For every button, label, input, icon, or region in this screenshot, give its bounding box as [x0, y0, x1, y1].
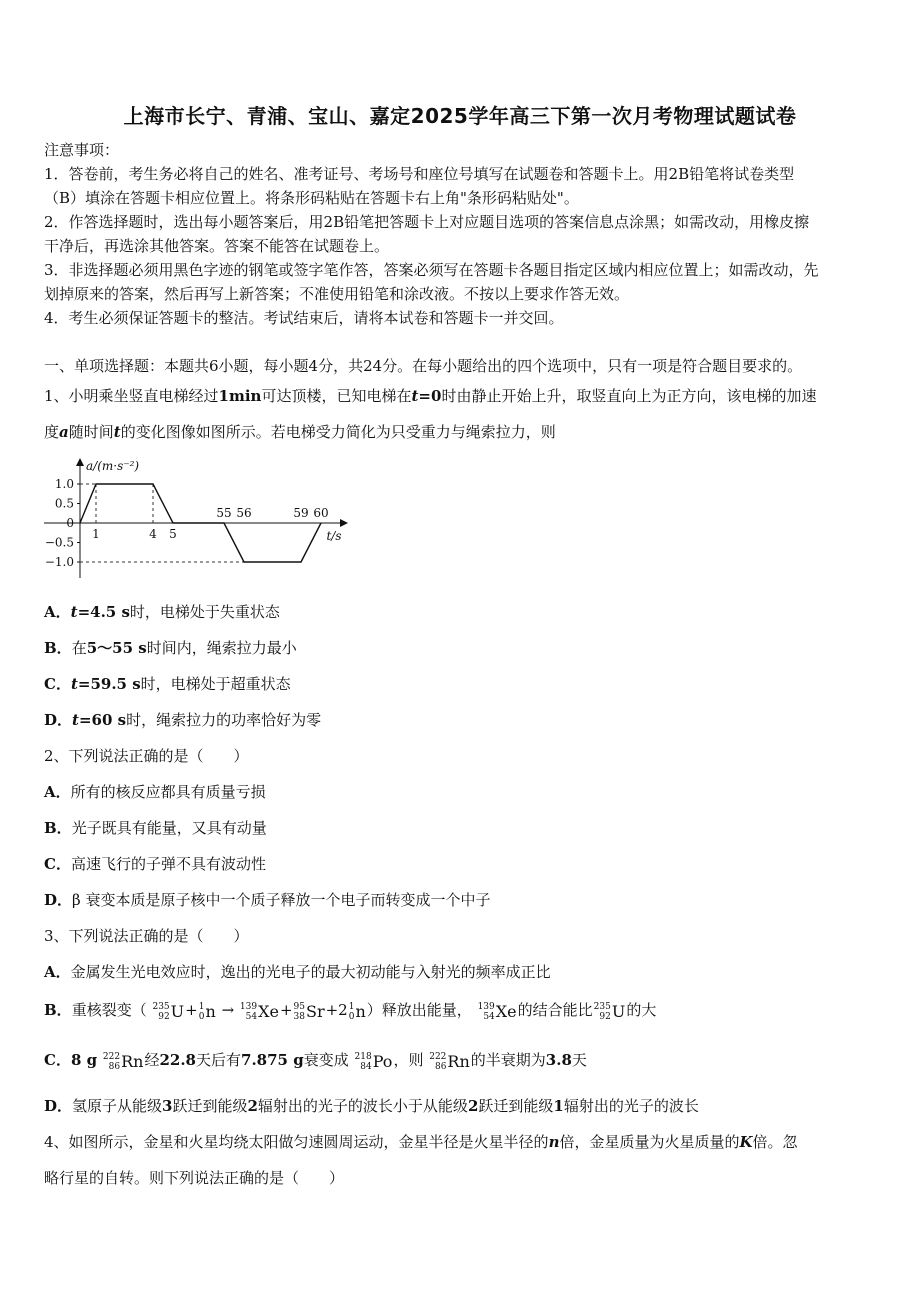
nuclide-xe139: 139 54 Xe: [477, 1001, 517, 1022]
nuclide-u235: 235 92 U: [152, 1001, 185, 1022]
q1-option-c: C．t=59.5 s时，电梯处于超重状态: [44, 675, 291, 693]
acceleration-time-chart: [40, 456, 360, 586]
notice-line: （B）填涂在答题卡相应位置上。将条形码粘贴在答题卡右上角"条形码粘贴处"。: [44, 189, 579, 207]
q3-option-c: C．8 g 222 86 Rn经22.8天后有7.875 g衰变成 218 84 Po，则 222 86 Rn的半衰期为3.8天: [44, 1051, 587, 1072]
q2-option-a: A．所有的核反应都具有质量亏损: [44, 783, 266, 801]
nuclide-sr95: 95 38 Sr: [293, 1001, 325, 1022]
page-title: 上海市长宁、青浦、宝山、嘉定2025学年高三下第一次月考物理试题试卷: [123, 104, 797, 128]
q3-option-b: B．重核裂变（ 235 92 U+ 1 0 n → 139 54 Xe+ 95 38 Sr+2 1 0 n）释放出能量， 139 54 Xe的结合能比 235 92 U的大: [44, 1001, 657, 1022]
y-axis-arrow: [76, 458, 84, 466]
notice-heading: 注意事项：: [44, 141, 120, 159]
nuclide-rn222: 222 86 Rn: [429, 1051, 470, 1072]
nuclide-po218: 218 84 Po: [354, 1051, 393, 1072]
x-tick-label: 4: [149, 527, 157, 541]
x-tick-label: 56: [236, 506, 252, 520]
x-tick-label: 60: [313, 506, 329, 520]
x-tick-label: 1: [92, 527, 100, 541]
y-axis-label: a/(m·s⁻²): [86, 459, 140, 473]
q3-option-a: A．金属发生光电效应时，逸出的光电子的最大初动能与入射光的频率成正比: [44, 963, 551, 981]
x-tick-label: 59: [293, 506, 309, 520]
q2-option-d: D．β 衰变本质是原子核中一个质子释放一个电子而转变成一个中子: [44, 891, 491, 909]
notice-line: 3．非选择题必须用黑色字迹的钢笔或签字笔作答，答案必须写在答题卡各题目指定区域内相应位置上；如需改动，先: [44, 261, 819, 279]
y-tick-label: 0.5: [54, 496, 74, 511]
nuclide-xe139: 139 54 Xe: [239, 1001, 279, 1022]
x-axis-label: t/s: [326, 529, 342, 543]
q2-option-c: C．高速飞行的子弹不具有波动性: [44, 855, 266, 873]
notice-line: 4．考生必须保证答题卡的整洁。考试结束后，请将本试卷和答题卡一并交回。: [44, 309, 564, 327]
q3-option-d: D．氢原子从能级3跃迁到能级2辐射出的光子的波长小于从能级2跃迁到能级1辐射出的光子的波长: [44, 1097, 699, 1115]
nuclide-u235: 235 92 U: [593, 1001, 626, 1022]
y-tick-label: −1.0: [44, 555, 74, 569]
x-tick-label: 55: [216, 506, 232, 520]
q1-option-d: D．t=60 s时，绳索拉力的功率恰好为零: [44, 711, 322, 729]
nuclide-rn222: 222 86 Rn: [102, 1051, 144, 1072]
y-tick-label: 0: [66, 516, 74, 530]
notice-line: 1．答卷前，考生务必将自己的姓名、准考证号、考场号和座位号填写在试题卷和答题卡上。用2B铅笔将试卷类型: [44, 165, 795, 183]
y-tick-label: 1.0: [54, 477, 74, 491]
q1-option-a: A．t=4.5 s时，电梯处于失重状态: [44, 603, 280, 621]
q2-option-b: B．光子既具有能量，又具有动量: [44, 819, 267, 837]
nuclide-neutron: 1 0 n: [198, 1001, 216, 1022]
q1-stem-line2: 度a随时间t的变化图像如图所示。若电梯受力简化为只受重力与绳索拉力，则: [44, 423, 556, 441]
notice-line: 2．作答选择题时，选出每小题答案后，用2B铅笔把答题卡上对应题目选项的答案信息点涂黑；如需改动，用橡皮擦: [44, 213, 810, 231]
nuclide-neutron: 1 0 n: [348, 1001, 366, 1022]
q1-stem-line1: 1、小明乘坐竖直电梯经过1min可达顶楼，已知电梯在t=0时由静止开始上升，取竖直向上为正方向，该电梯的加速: [44, 387, 817, 405]
x-tick-label: 5: [169, 527, 177, 541]
x-axis-arrow: [340, 519, 348, 527]
section-heading: 一、单项选择题：本题共6小题，每小题4分，共24分。在每小题给出的四个选项中，只有一项是符合题目要求的。: [44, 357, 803, 375]
notice-line: 干净后，再选涂其他答案。答案不能答在试题卷上。: [44, 237, 390, 255]
q1-option-b: B．在5～55 s时间内，绳索拉力最小: [44, 639, 297, 657]
q4-stem-line2: 略行星的自转。则下列说法正确的是（ ）: [44, 1169, 345, 1187]
q2-stem: 2、下列说法正确的是（ ）: [44, 747, 249, 765]
q4-stem-line1: 4、如图所示，金星和火星均绕太阳做匀速圆周运动，金星半径是火星半径的n倍，金星质量为火星质量的K倍。忽: [44, 1133, 798, 1151]
q3-stem: 3、下列说法正确的是（ ）: [44, 927, 249, 945]
notice-line: 划掉原来的答案，然后再写上新答案；不准使用铅笔和涂改液。不按以上要求作答无效。: [44, 285, 630, 303]
y-tick-label: −0.5: [44, 535, 74, 550]
